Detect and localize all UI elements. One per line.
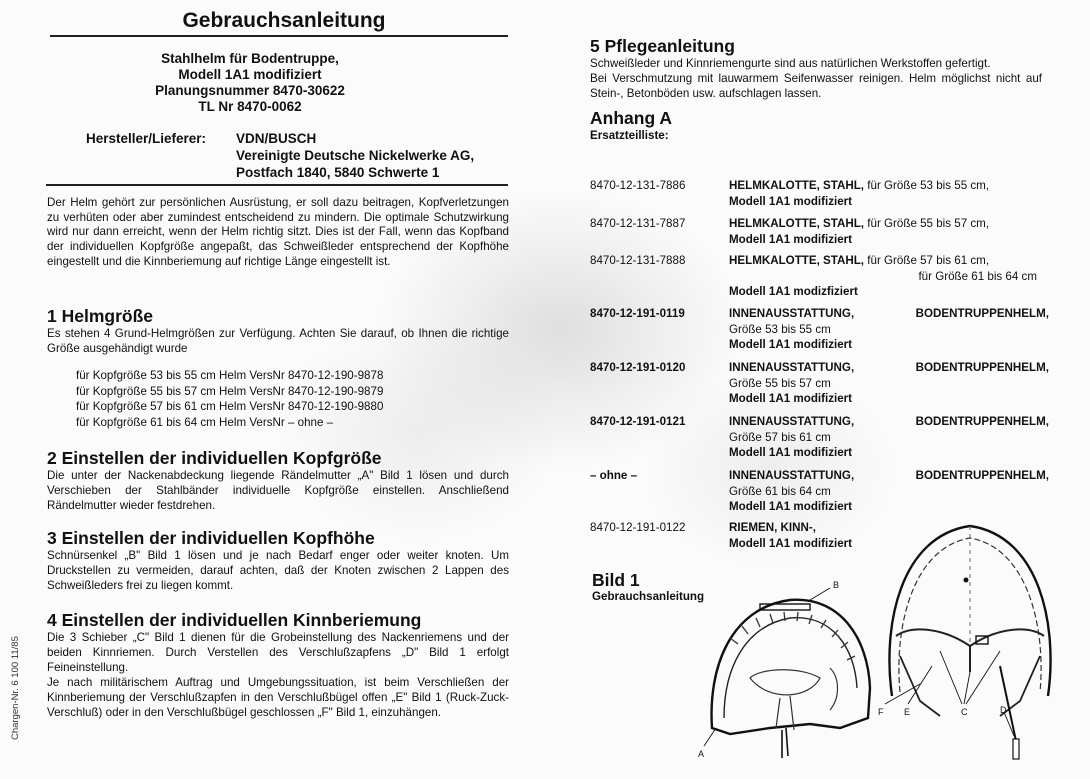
section-kinnberiemung — [47, 610, 509, 720]
part-size: Größe 55 bis 57 cm — [729, 376, 831, 390]
subtitle-line: Modell 1A1 modifiziert — [178, 67, 322, 82]
part-description — [729, 360, 1049, 407]
manufacturer-block — [86, 130, 526, 181]
section-text: Je nach militärischem Auftrag und Umgebungssituation, ist beim Verschließen der Kinnberiemung der Verschlußzapfen in den Verschlußbügel offen „E" Bild 1 (Ruck-Zuck-Verschluß) oder in den Verschlußbügel geschlossen „F" Bild 1, einzuhängen. — [47, 676, 509, 719]
part-number: 8470-12-191-0120 — [590, 361, 686, 374]
size-item: für Kopfgröße 53 bis 55 cm Helm VersNr 8470-12-190-9878 — [76, 369, 384, 382]
part-name: INNENAUSSTATTUNG, — [729, 469, 855, 482]
care-text: Bei Verschmutzung mit lauwarmem Seifenwasser reinigen. Helm möglichst nicht auf Stein-, Betonböden usw. aufschlagen lassen. — [590, 72, 1042, 100]
part-name: HELMKALOTTE, STAHL, — [729, 217, 865, 230]
part-name: INNENAUSSTATTUNG, — [729, 307, 855, 320]
size-item: für Kopfgröße 57 bis 61 cm Helm VersNr 8470-12-190-9880 — [76, 400, 384, 414]
figure-caption — [592, 570, 704, 604]
manufacturer-company: Vereinigte Deutsche Nickelwerke AG, — [236, 148, 475, 163]
part-size: Größe 61 bis 64 cm — [729, 484, 831, 498]
part-model: Modell 1A1 modifiziert — [729, 536, 853, 550]
helmet-interior-drawing — [690, 578, 880, 768]
part-model: Modell 1A1 modizfiziert — [729, 285, 858, 298]
part-number: 8470-12-131-7888 — [590, 254, 686, 267]
part-size: für Größe 57 bis 61 cm, — [867, 254, 990, 267]
section-heading: 3 Einstellen der individuellen Kopfhöhe — [47, 528, 375, 548]
part-description — [729, 306, 1049, 353]
section-text: Es stehen 4 Grund-Helmgrößen zur Verfügung. Achten Sie darauf, ob Ihnen die richtige Größe ausgehändigt wurde — [47, 327, 509, 355]
figure-subtitle: Gebrauchsanleitung — [592, 590, 705, 603]
section-heading: 5 Pflegeanleitung — [590, 36, 735, 56]
section-kopfgroesse — [47, 448, 509, 513]
figure-label-b: B — [833, 580, 840, 590]
part-name: INNENAUSSTATTUNG, — [729, 415, 855, 428]
part-number: 8470-12-191-0121 — [590, 415, 686, 428]
left-column — [36, 8, 506, 34]
part-number: 8470-12-131-7886 — [590, 179, 686, 192]
part-description — [729, 468, 1049, 515]
margin-code: Chargen-Nr. 6 100 11/85 — [10, 636, 21, 740]
size-item: für Kopfgröße 61 bis 64 cm Helm VersNr – ohne – — [76, 415, 334, 429]
part-model: Modell 1A1 modifiziert — [729, 500, 853, 513]
part-description — [729, 414, 1049, 461]
part-size: Größe 57 bis 61 cm — [729, 430, 831, 444]
section-text: Die unter der Nackenabdeckung liegende Rändelmutter „A" Bild 1 lösen und durch Verschieben der Stahlbänder individuelle Kopfgröße einstellen. Anschließend Rändelmutter wieder festdrehen. — [47, 469, 509, 512]
part-name: INNENAUSSTATTUNG, — [729, 361, 855, 374]
section-heading: 2 Einstellen der individuellen Kopfgröße — [47, 448, 382, 468]
section-text: Die 3 Schieber „C" Bild 1 dienen für die Grobeinstellung des Nackenriemens und der beiden Kinnriemen. Durch Verstellen des Verschlußzapfens „D" Bild 1 erfolgt Feineinstellung. — [47, 631, 509, 674]
subtitle-line: Planungsnummer 8470-30622 — [155, 83, 345, 98]
annex-subtitle: Ersatzteilliste: — [590, 129, 669, 142]
part-description — [729, 253, 1049, 300]
part-size-extra: für Größe 61 bis 64 cm — [918, 269, 1037, 283]
figure-label-f: F — [878, 707, 884, 717]
part-name-2: BODENTRUPPENHELM, — [915, 307, 1049, 320]
section-helmgroesse — [47, 306, 509, 356]
part-name-2: BODENTRUPPENHELM, — [915, 361, 1049, 374]
part-number: 8470-12-191-0119 — [590, 307, 685, 320]
subtitle-line: TL Nr 8470-0062 — [198, 99, 302, 114]
part-number: 8470-12-191-0122 — [590, 521, 686, 534]
part-name-2: BODENTRUPPENHELM, — [915, 469, 1049, 482]
part-name: HELMKALOTTE, STAHL, — [729, 179, 865, 192]
part-model: Modell 1A1 modifiziert — [729, 194, 853, 208]
size-list — [76, 368, 383, 430]
manufacturer-label: Hersteller/Lieferer: — [86, 131, 207, 146]
part-name: HELMKALOTTE, STAHL, — [729, 254, 865, 267]
page-title: Gebrauchsanleitung — [182, 9, 386, 32]
manufacturer-name: VDN/BUSCH — [236, 131, 317, 146]
care-text: Schweißleder und Kinnriemengurte sind aus natürlichen Werkstoffen gefertigt. — [590, 57, 991, 70]
part-model: Modell 1A1 modifiziert — [729, 232, 853, 246]
part-number: – ohne – — [590, 469, 638, 482]
annex-title: Anhang A — [590, 108, 672, 128]
figure-label-c: C — [961, 707, 968, 717]
figure-label-a: A — [698, 749, 705, 759]
size-item: für Kopfgröße 55 bis 57 cm Helm VersNr 8470-12-190-9879 — [76, 384, 384, 398]
section-text: Schnürsenkel „B" Bild 1 lösen und je nach Bedarf enger oder weiter knoten. Um Druckstellen zu vermeiden, darauf achten, daß der Knoten zwischen 2 Lappen des Schweißleders frei zu liegen kommt. — [47, 549, 509, 592]
section-heading: 4 Einstellen der individuellen Kinnberiemung — [47, 610, 422, 630]
title-rule — [50, 35, 508, 37]
figure-label-e: E — [904, 707, 911, 717]
part-size: für Größe 55 bis 57 cm, — [867, 217, 990, 230]
part-model: Modell 1A1 modifiziert — [729, 338, 853, 351]
part-number: 8470-12-131-7887 — [590, 217, 686, 230]
product-subtitle — [100, 51, 400, 115]
figure-title: Bild 1 — [592, 570, 640, 590]
helmet-strap-drawing — [870, 516, 1070, 771]
intro-paragraph: Der Helm gehört zur persönlichen Ausrüstung, er soll dazu beitragen, Kopfverletzungen zu verhüten oder aber zumindest entscheidend zu mindern. Die optimale Schutzwirkung wird nur dann erreicht, wenn der Helm richtig sitzt. Dies ist der Fall, wenn das Kopfband der individuellen Kopfgröße angepaßt, das Schweißleder entsprechend der Kopfhöhe eingestellt und die Kinnberiemung auf richtige Länge eingestellt ist. — [47, 196, 509, 268]
part-name: RIEMEN, KINN-, — [729, 521, 816, 534]
header-rule — [46, 184, 508, 186]
subtitle-line: Stahlhelm für Bodentruppe, — [161, 51, 339, 66]
part-size: Größe 53 bis 55 cm — [729, 322, 831, 336]
part-size: für Größe 53 bis 55 cm, — [867, 179, 990, 192]
part-description — [729, 178, 1049, 209]
right-column — [590, 36, 1060, 143]
part-name-2: BODENTRUPPENHELM, — [915, 415, 1049, 428]
part-description — [729, 216, 1049, 247]
figure-label-d: D — [1000, 705, 1007, 715]
section-heading: 1 Helmgröße — [47, 306, 153, 326]
manufacturer-address: Postfach 1840, 5840 Schwerte 1 — [236, 165, 440, 180]
part-model: Modell 1A1 modifiziert — [729, 446, 853, 459]
part-model: Modell 1A1 modifiziert — [729, 392, 853, 405]
section-kopfhoehe — [47, 528, 509, 593]
